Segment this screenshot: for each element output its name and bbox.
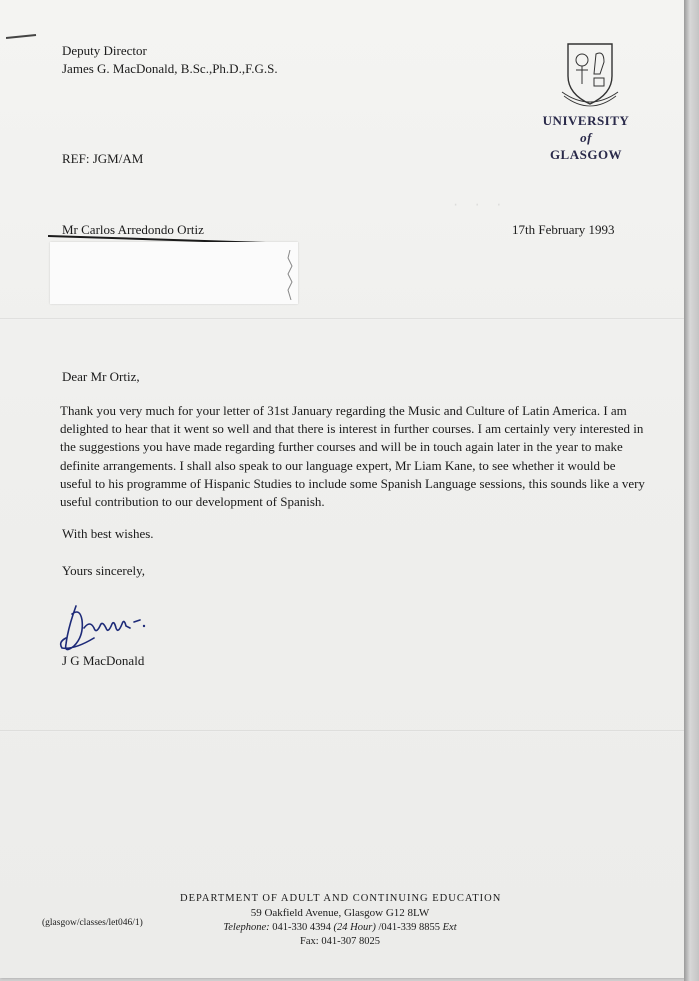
file-reference: (glasgow/classes/let046/1)	[42, 918, 143, 928]
paper-fold-lower	[0, 730, 684, 732]
signatory-name: J G MacDonald	[62, 653, 145, 668]
redacted-address-block	[50, 242, 298, 304]
deputy-director-title: Deputy Director	[62, 43, 147, 58]
university-crest-icon	[560, 40, 620, 108]
department-name: DEPARTMENT OF ADULT AND CONTINUING EDUCATION	[180, 893, 502, 904]
telephone-line	[180, 920, 500, 935]
letter-body: Thank you very much for your letter of 31st January regarding the Music and Culture of Latin America. I am delighted to hear that it went so well and that there is interest in further courses. I am certainly very interested in the suggestions you have made regarding further courses and will be in touch again later in the year to make definite arrangements. I shall also speak to our language expert, Mr Liam Kane, to see whether it would be useful to his programme of Hispanic Studies to include some Spanish Language sessions, this sounds like a very useful contribution to our development of Spanish.	[60, 403, 645, 510]
telephone-number: 041-330 4394	[272, 922, 331, 933]
university-name-line3: GLASGOW	[549, 147, 623, 162]
handwritten-signature	[54, 598, 164, 654]
university-name-line1: UNIVERSITY	[542, 113, 630, 128]
university-name-line2: of	[580, 130, 592, 145]
telephone-note: (24 Hour)	[333, 922, 376, 933]
closing-wishes: With best wishes.	[62, 526, 154, 541]
closing-sincerely: Yours sincerely,	[62, 563, 146, 578]
telephone-number-2: /041-339 8855	[378, 922, 440, 933]
fax-line: Fax: 041-307 8025	[300, 936, 380, 947]
salutation: Dear Mr Ortiz,	[62, 369, 140, 384]
telephone-ext: Ext	[442, 922, 457, 933]
director-name: James G. MacDonald, B.Sc.,Ph.D.,F.G.S.	[62, 61, 278, 76]
letter-date: 17th February 1993	[512, 222, 615, 237]
torn-edge	[286, 250, 294, 300]
reference: REF: JGM/AM	[62, 151, 144, 166]
show-through-text: · · ·	[380, 198, 503, 212]
recipient-name: Mr Carlos Arredondo Ortiz	[62, 222, 204, 237]
page-edge-shadow	[684, 0, 699, 981]
telephone-label: Telephone:	[223, 922, 270, 933]
department-address: 59 Oakfield Avenue, Glasgow G12 8LW	[250, 907, 430, 919]
paper-fold-upper	[0, 318, 684, 320]
staple-mark	[6, 33, 38, 41]
